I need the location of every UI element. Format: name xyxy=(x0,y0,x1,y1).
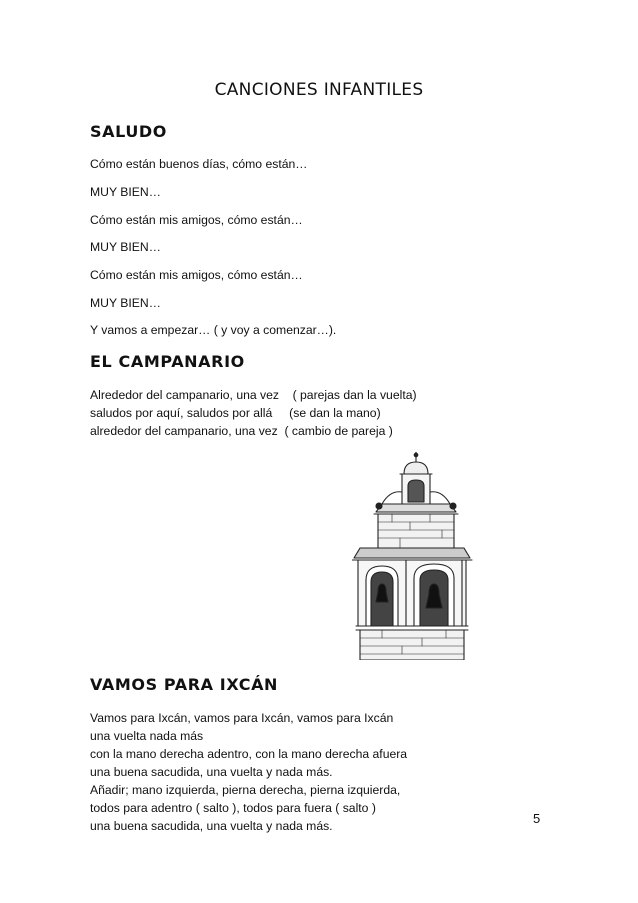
song-line: Alrededor del campanario, una vez ( parejas dan la vuelta) xyxy=(90,388,417,402)
section-heading-campanario: EL CAMPANARIO xyxy=(90,352,245,371)
page-title: CANCIONES INFANTILES xyxy=(214,80,424,100)
song-line: con la mano derecha adentro, con la mano derecha afuera xyxy=(90,747,408,761)
song-line: MUY BIEN… xyxy=(90,240,161,254)
song-line: una buena sacudida, una vuelta y nada más. xyxy=(90,819,333,833)
song-line: Cómo están buenos días, cómo están… xyxy=(90,157,308,171)
song-line: Cómo están mis amigos, cómo están… xyxy=(90,213,303,227)
song-line: una vuelta nada más xyxy=(90,729,204,743)
song-line: Añadir; mano izquierda, pierna derecha, pierna izquierda, xyxy=(90,783,401,797)
song-line: MUY BIEN… xyxy=(90,185,161,199)
song-line: Cómo están mis amigos, cómo están… xyxy=(90,268,303,282)
page-number: 5 xyxy=(533,811,541,826)
section-heading-ixcan: VAMOS PARA IXCÁN xyxy=(90,675,279,694)
song-line: MUY BIEN… xyxy=(90,296,161,310)
song-line: saludos por aquí, saludos por allá (se dan la mano) xyxy=(90,406,381,420)
song-line: alrededor del campanario, una vez ( cambio de pareja ) xyxy=(90,424,393,438)
bell-tower-icon xyxy=(352,452,476,660)
song-line: Vamos para Ixcán, vamos para Ixcán, vamos para Ixcán xyxy=(90,711,394,725)
song-line: todos para adentro ( salto ), todos para fuera ( salto ) xyxy=(90,801,376,815)
section-heading-saludo: SALUDO xyxy=(90,122,168,141)
song-line: una buena sacudida, una vuelta y nada más. xyxy=(90,765,333,779)
song-line: Y vamos a empezar… ( y voy a comenzar…). xyxy=(90,323,337,337)
